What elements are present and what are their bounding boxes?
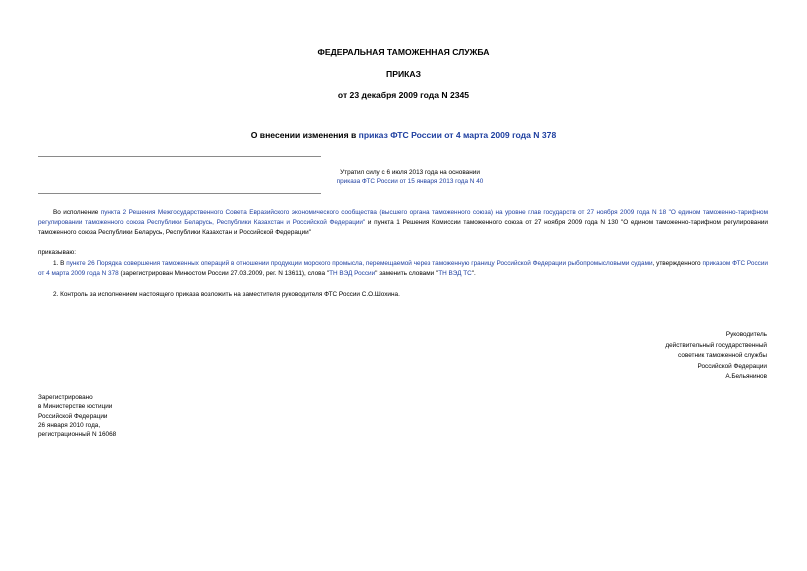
signature-rank-2: советник таможенной службы <box>678 352 767 359</box>
signature-block <box>665 330 767 383</box>
status-link[interactable]: приказа ФТС России от 15 января 2013 года N 40 <box>336 178 484 185</box>
item-1-text: 1. В <box>53 260 67 267</box>
order-word: приказываю: <box>38 249 76 256</box>
document-type: ПРИКАЗ <box>386 69 421 79</box>
signature-position: Руководитель <box>725 331 767 338</box>
registration-date: 26 января 2010 года, <box>38 421 101 429</box>
item-1-text-2: , утвержденного <box>652 260 703 267</box>
item-1-link-tnved-russia[interactable]: ТН ВЭД России <box>329 270 376 277</box>
status-text: Утратил силу с 6 июля 2013 года на основании <box>340 169 480 176</box>
preamble-link[interactable]: пункта 2 Решения Межгосударственного Совета Евразийского экономического сообщества (высшего органа таможенного союза) на уровне глав государств от 27 ноября 2009 года N 18 "О едином таможенно-тарифном регулировании таможенного союза Республики Беларусь, Республики Казахстан и Российской Федерации" <box>38 209 768 226</box>
registration-line: Российской Федерации <box>38 412 108 420</box>
title-text: О внесении изменения в <box>250 130 359 140</box>
item-1-text-5: ". <box>471 270 476 277</box>
preamble-text: Во исполнение <box>53 209 101 216</box>
registration-line: в Министерстве юстиции <box>38 403 113 411</box>
registration-line: Зарегистрировано <box>38 394 93 401</box>
registration-number: регистрационный N 16068 <box>38 431 117 439</box>
item-1-link-procedure[interactable]: пункте 26 Порядка совершения таможенных операций в отношении продукции морского промысла, перемещаемой через таможенную границу Российской Федерации рыбопромысловыми судами <box>66 260 653 267</box>
item-1-paragraph <box>38 259 768 279</box>
document-date-number: от 23 декабря 2009 года N 2345 <box>337 90 470 100</box>
item-1-text-3: (зарегистрирован Минюстом России 27.03.2009, рег. N 13611), слова " <box>118 270 330 277</box>
signature-rank: действительный государственный <box>665 341 767 349</box>
signature-name: А.Бельянинов <box>725 373 767 380</box>
item-1-text-4: " заменить словами " <box>375 270 439 277</box>
divider-top <box>38 156 321 157</box>
signature-country: Российской Федерации <box>697 362 767 370</box>
agency-name: ФЕДЕРАЛЬНАЯ ТАМОЖЕННАЯ СЛУЖБА <box>317 47 490 57</box>
preamble-text-2: и пункта 1 Решения Комиссии таможенного союза от 27 ноября 2009 года N 130 "О едином таможенно-тарифном регулировании таможенного союза Республики Беларусь, Республики Казахстан и Российской Федерации" <box>38 219 768 236</box>
item-1-link-order[interactable]: приказом ФТС России от 4 марта 2009 года N 378 <box>38 260 768 277</box>
document-title <box>0 130 807 140</box>
title-link[interactable]: приказ ФТС России от 4 марта 2009 года N 378 <box>358 130 557 140</box>
registration-block <box>38 393 116 439</box>
status-note <box>300 168 520 186</box>
item-1-link-tnved-ts[interactable]: ТН ВЭД ТС <box>438 270 472 277</box>
divider-bottom <box>38 193 321 194</box>
item-2-paragraph: 2. Контроль за исполнением настоящего приказа возложить на заместителя руководителя ФТС России С.О.Шохина. <box>53 291 400 298</box>
preamble-paragraph <box>38 208 768 238</box>
